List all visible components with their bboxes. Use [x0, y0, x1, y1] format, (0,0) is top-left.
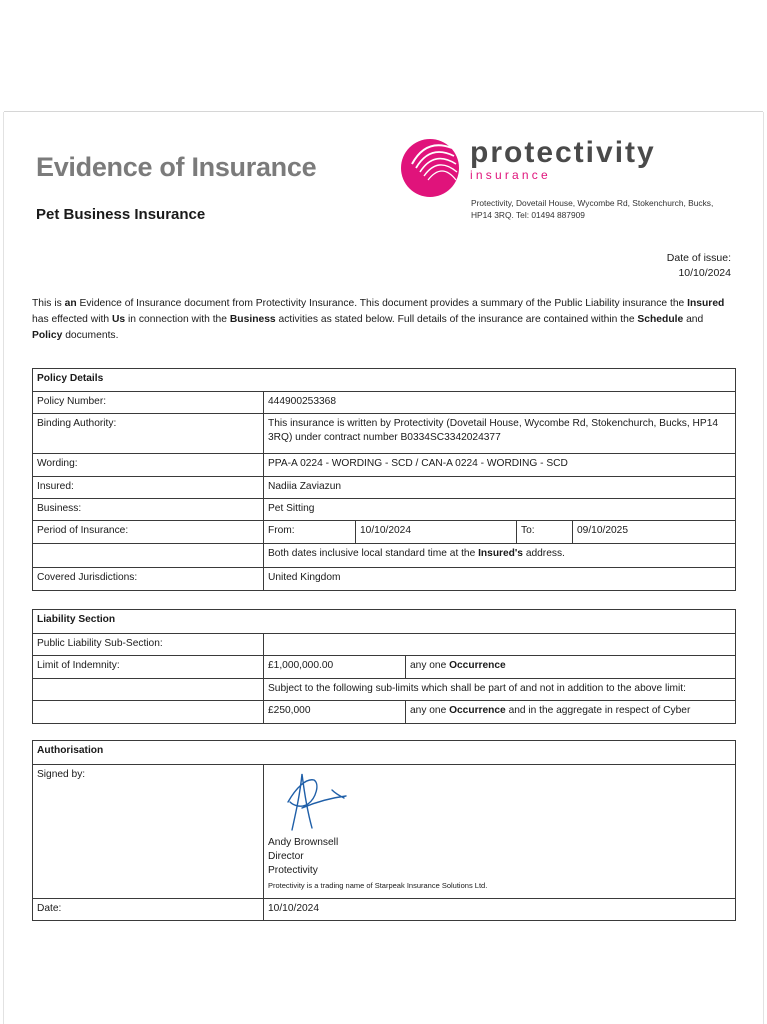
brand-subtitle: insurance [470, 168, 551, 182]
intro-text-6: and [683, 314, 704, 325]
period-from-value: 10/10/2024 [356, 521, 517, 544]
cyber-desc-bold: Occurrence [449, 705, 506, 716]
limit-desc-bold: Occurrence [449, 660, 506, 671]
wording-value: PPA-A 0224 - WORDING - SCD / CAN-A 0224 - WORDING - SCD [264, 454, 736, 477]
intro-bold-us: Us [111, 314, 126, 325]
binding-authority-label: Binding Authority: [33, 414, 264, 454]
policy-number-value: 444900253368 [264, 392, 736, 414]
policy-details-heading: Policy Details [33, 369, 736, 392]
signature-block [264, 765, 736, 899]
cyber-limit-desc [406, 701, 736, 724]
authorisation-heading: Authorisation [33, 741, 736, 765]
cyber-desc-text-2: and in the aggregate in respect of Cyber [505, 705, 691, 716]
period-note-text-2: address. [522, 548, 565, 559]
business-label: Business: [33, 499, 264, 521]
period-to-value: 09/10/2025 [573, 521, 736, 544]
intro-bold-an: an [64, 298, 77, 309]
logo-swirl-icon [396, 134, 466, 198]
period-from-label: From: [264, 521, 356, 544]
cyber-spacer [33, 701, 264, 724]
binding-authority-value: This insurance is written by Protectivity (Dovetail House, Wycombe Rd, Stokenchurch, Bucks, HP14 3RQ) under contract number B0334SC3342024377 [264, 414, 736, 454]
period-label: Period of Insurance: [33, 521, 264, 544]
document-subtitle: Pet Business Insurance [36, 206, 206, 223]
intro-text-7: documents. [62, 330, 119, 341]
liability-table [32, 609, 736, 724]
brand-name: protectivity [470, 136, 656, 169]
period-note-spacer [33, 544, 264, 568]
public-liability-empty [264, 634, 736, 656]
intro-bold-policy: Policy [32, 330, 63, 341]
policy-details-table [32, 368, 736, 591]
jurisdiction-label: Covered Jurisdictions: [33, 568, 264, 591]
date-of-issue-value: 10/10/2024 [678, 267, 731, 279]
sublimit-spacer [33, 679, 264, 701]
document-page [4, 112, 763, 1024]
signature-image [272, 768, 362, 834]
intro-bold-schedule: Schedule [637, 314, 684, 325]
authorisation-table [32, 740, 736, 921]
limit-of-indemnity-value: £1,000,000.00 [264, 656, 406, 679]
limit-of-indemnity-label: Limit of Indemnity: [33, 656, 264, 679]
trading-name-note: Protectivity is a trading name of Starpeak Insurance Solutions Ltd. [268, 881, 488, 890]
protectivity-logo [396, 134, 731, 198]
intro-bold-business: Business [229, 314, 276, 325]
wording-label: Wording: [33, 454, 264, 477]
signer-company: Protectivity [268, 865, 318, 876]
public-liability-label: Public Liability Sub-Section: [33, 634, 264, 656]
document-title: Evidence of Insurance [36, 152, 317, 182]
period-note-bold: Insured's [478, 548, 523, 559]
signer-name: Andy Brownsell [268, 837, 339, 848]
policy-number-label: Policy Number: [33, 392, 264, 414]
insured-label: Insured: [33, 477, 264, 499]
sublimit-note: Subject to the following sub-limits which shall be part of and not in addition to the above limit: [264, 679, 736, 701]
period-to-label: To: [517, 521, 573, 544]
period-note-text-1: Both dates inclusive local standard time at the [268, 548, 479, 559]
cyber-desc-text-1: any one [410, 705, 450, 716]
auth-date-label: Date: [33, 899, 264, 921]
insured-value: Nadiia Zaviazun [264, 477, 736, 499]
auth-date-value: 10/10/2024 [264, 899, 736, 921]
signed-by-label: Signed by: [33, 765, 264, 899]
intro-text-4: in connection with the [125, 314, 230, 325]
period-note [264, 544, 736, 568]
intro-text-1: This is [32, 298, 65, 309]
business-value: Pet Sitting [264, 499, 736, 521]
date-of-issue [667, 251, 731, 281]
limit-of-indemnity-desc [406, 656, 736, 679]
jurisdiction-value: United Kingdom [264, 568, 736, 591]
cyber-limit-value: £250,000 [264, 701, 406, 724]
company-address: Protectivity, Dovetail House, Wycombe Rd, Stokenchurch, Bucks, HP14 3RQ. Tel: 01494 887909 [471, 198, 714, 220]
intro-text-2: Evidence of Insurance document from Protectivity Insurance. This document provides a summary of the Public Liability insurance the [76, 298, 688, 309]
intro-paragraph [32, 296, 732, 344]
limit-desc-text: any one [410, 660, 450, 671]
intro-text-5: activities as stated below. Full details of the insurance are contained within the [275, 314, 638, 325]
date-of-issue-label: Date of issue: [666, 252, 731, 264]
intro-bold-insured: Insured [687, 298, 725, 309]
signer-title: Director [268, 851, 304, 862]
intro-text-3: has effected with [32, 314, 112, 325]
liability-heading: Liability Section [33, 610, 736, 634]
